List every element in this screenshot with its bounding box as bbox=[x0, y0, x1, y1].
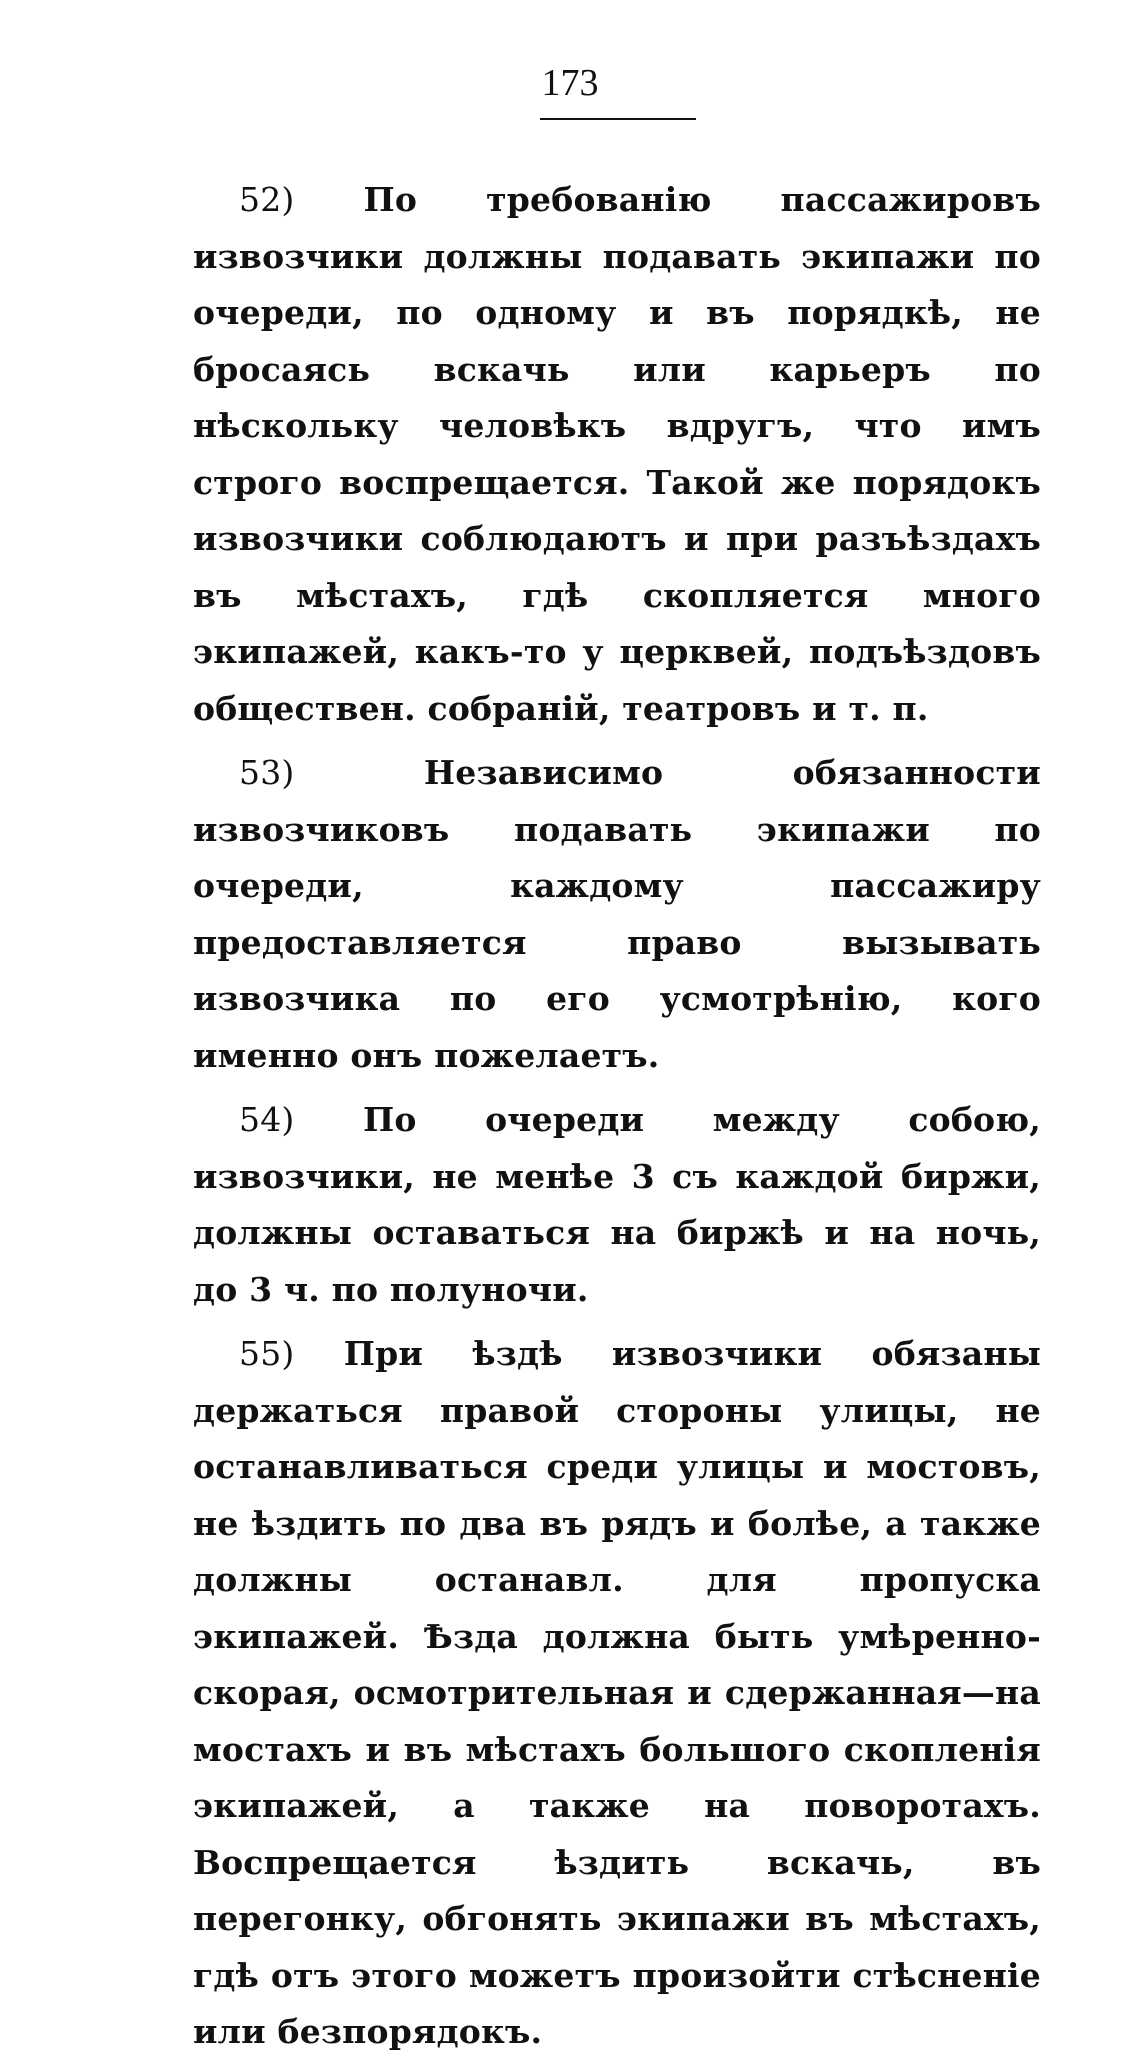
paragraph-number: 55) bbox=[239, 1334, 295, 1373]
paragraph-text: По очереди между собою, извозчики, не менѣе 3 съ каждой биржи, должны оставаться на биржѣ и на ночь, до 3 ч. по полуночи. bbox=[193, 1100, 1041, 1309]
paragraph-text: По требованію пассажировъ извозчики должны подавать экипажи по очереди, по одному и въ порядкѣ, не бросаясь вскачь или карьеръ по нѣскольку человѣкъ вдругъ, что имъ строго воспрещается. Такой же порядокъ извозчики соблюдаютъ и при разъѣздахъ въ мѣстахъ, гдѣ скопляется много экипажей, какъ-то у церквей, подъѣздовъ обществен. собраній, театровъ и т. п. bbox=[193, 180, 1041, 728]
paragraph-52 bbox=[193, 172, 1041, 737]
paragraph-number: 53) bbox=[239, 753, 295, 792]
paragraph-55 bbox=[193, 1326, 1041, 2061]
paragraph-54 bbox=[193, 1092, 1041, 1318]
paragraph-text: При ѣздѣ извозчики обязаны держаться правой стороны улицы, не останавливаться среди улицы и мостовъ, не ѣздить по два въ рядъ и болѣе, а также должны останавл. для пропуска экипажей. Ѣзда должна быть умѣренно-скорая, осмотрительная и сдержанная—на мостахъ и въ мѣстахъ большого скопленія экипажей, а также на поворотахъ. Воспрещается ѣздить вскачь, въ перегонку, обгонять экипажи въ мѣстахъ, гдѣ отъ этого можетъ произойти стѣсненіе или безпорядокъ. bbox=[193, 1334, 1041, 2051]
page-number: 173 bbox=[541, 62, 599, 104]
paragraph-53 bbox=[193, 745, 1041, 1084]
paragraph-number: 54) bbox=[239, 1100, 295, 1139]
paragraph-text: Независимо обязанности извозчиковъ подавать экипажи по очереди, каждому пассажиру предоставляется право вызывать извозчика по его усмотрѣнію, кого именно онъ пожелаетъ. bbox=[193, 753, 1041, 1075]
document-body bbox=[193, 172, 1041, 2069]
paragraph-number: 52) bbox=[239, 180, 295, 219]
page-number-rule bbox=[540, 118, 696, 120]
